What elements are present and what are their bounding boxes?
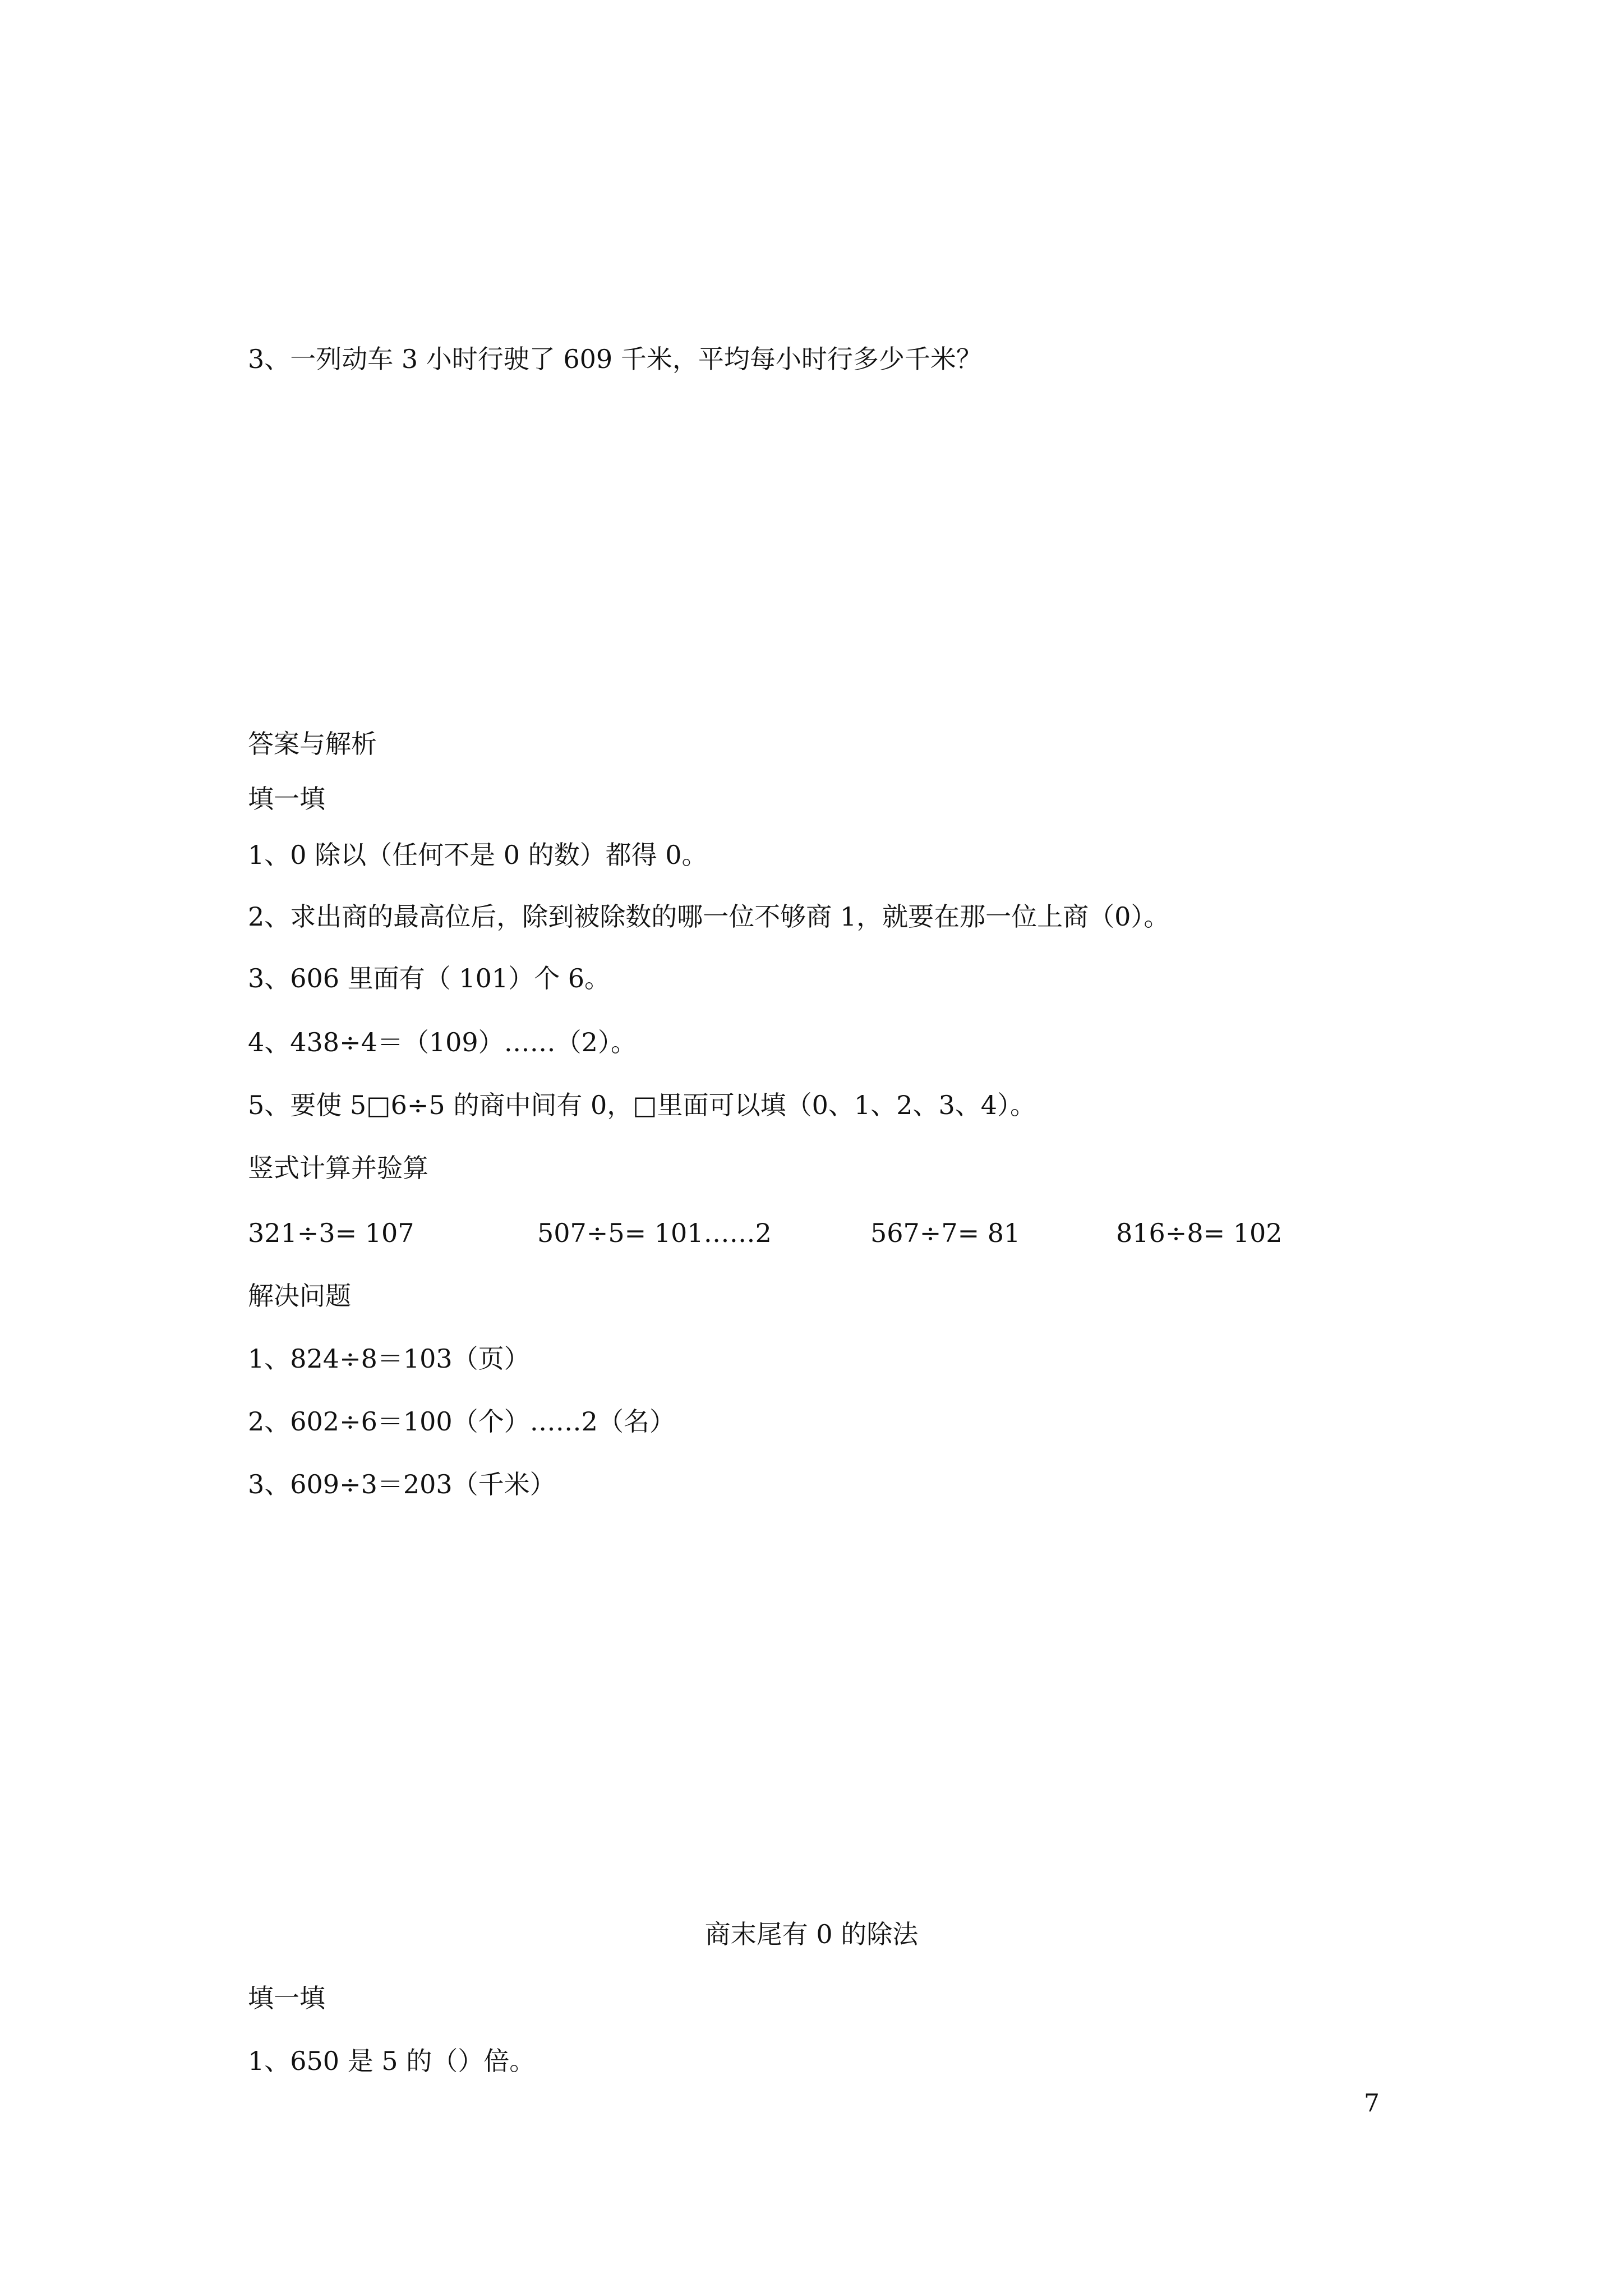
question-3: 3、一列动车 3 小时行驶了 609 千米，平均每小时行多少千米？ bbox=[248, 344, 982, 374]
calculation-3: 567÷7= 81 bbox=[870, 1218, 1021, 1248]
problem-answer-2: 2、602÷6＝100（个）……2（名） bbox=[248, 1406, 675, 1437]
calculation-4: 816÷8= 102 bbox=[1116, 1218, 1283, 1248]
answers-heading: 答案与解析 bbox=[248, 729, 377, 759]
vertical-calculation-heading: 竖式计算并验算 bbox=[248, 1153, 428, 1183]
fill-answer-4: 4、438÷4＝（109）……（2）。 bbox=[248, 1027, 637, 1057]
problem-answer-3: 3、609÷3＝203（千米） bbox=[248, 1469, 556, 1499]
next-question-1: 1、650 是 5 的（）倍。 bbox=[248, 2046, 536, 2076]
next-fill-heading: 填一填 bbox=[248, 1983, 325, 2013]
fill-answer-5: 5、要使 5□6÷5 的商中间有 0，□里面可以填（0、1、2、3、4）。 bbox=[248, 1090, 1036, 1120]
section-title: 商末尾有 0 的除法 bbox=[704, 1919, 919, 1949]
fill-answer-3: 3、606 里面有（ 101）个 6。 bbox=[248, 963, 610, 993]
fill-heading: 填一填 bbox=[248, 784, 325, 814]
fill-answer-2: 2、求出商的最高位后，除到被除数的哪一位不够商 1，就要在那一位上商（0）。 bbox=[248, 901, 1170, 932]
fill-answer-1: 1、0 除以（任何不是 0 的数）都得 0。 bbox=[248, 840, 708, 870]
calculation-2: 507÷5= 101……2 bbox=[537, 1218, 772, 1248]
problem-answer-1: 1、824÷8＝103（页） bbox=[248, 1343, 530, 1374]
calculation-1: 321÷3= 107 bbox=[248, 1218, 414, 1248]
problem-solving-heading: 解决问题 bbox=[248, 1281, 351, 1311]
page-number: 7 bbox=[1364, 2089, 1380, 2118]
